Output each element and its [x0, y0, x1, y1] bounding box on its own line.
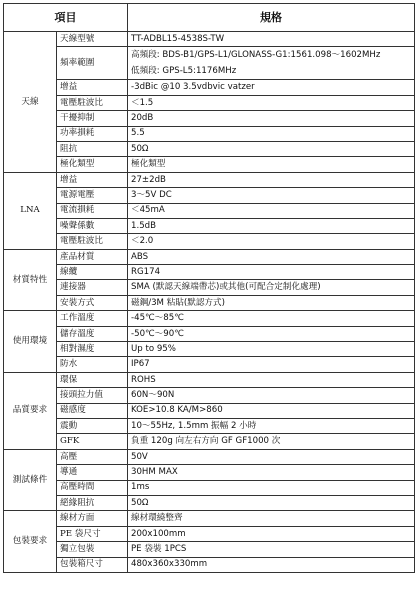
item-label: 線材方面	[57, 511, 128, 526]
table-row	[4, 172, 415, 187]
spec-value: 50V	[128, 449, 415, 464]
item-label: 安裝方式	[57, 295, 128, 310]
spec-value: -50℃～90℃	[128, 326, 415, 341]
spec-table	[3, 3, 415, 573]
item-label: 頻率範圍	[57, 47, 128, 80]
category-cell: 包裝要求	[4, 511, 57, 573]
table-row	[4, 203, 415, 218]
spec-value: 60N～90N	[128, 388, 415, 403]
table-row	[4, 372, 415, 387]
item-label: 極化類型	[57, 157, 128, 172]
item-label: 電流損耗	[57, 203, 128, 218]
spec-value: 30HM MAX	[128, 465, 415, 480]
spec-value: SMA (默認天線端帶芯)或其他(可配合定制化處理)	[128, 280, 415, 295]
spec-value: 200x100mm	[128, 526, 415, 541]
spec-value: 480x360x330mm	[128, 557, 415, 572]
item-label: 包裝箱尺寸	[57, 557, 128, 572]
table-row	[4, 388, 415, 403]
item-label: 噪聲係數	[57, 218, 128, 233]
table-row	[4, 526, 415, 541]
item-label: 導通	[57, 465, 128, 480]
item-label: GFK	[57, 434, 128, 449]
spec-value: 10～55Hz, 1.5mm 振幅 2 小時	[128, 418, 415, 433]
item-label: 環保	[57, 372, 128, 387]
spec-value	[128, 47, 415, 80]
table-row	[4, 157, 415, 172]
spec-value-line: 高頻段: BDS-B1/GPS-L1/GLONASS-G1:1561.098～1602MHz	[131, 50, 381, 61]
table-row	[4, 511, 415, 526]
item-label: 儲存溫度	[57, 326, 128, 341]
item-label: 電壓駐波比	[57, 234, 128, 249]
spec-value: 1ms	[128, 480, 415, 495]
spec-value: RG174	[128, 265, 415, 280]
table-row	[4, 141, 415, 156]
spec-value: 1.5dB	[128, 218, 415, 233]
table-row	[4, 449, 415, 464]
spec-value: ＜1.5	[128, 95, 415, 110]
table-row	[4, 434, 415, 449]
item-label: 天線型號	[57, 32, 128, 47]
spec-value: -3dBic @10 3.5vdbvic vatzer	[128, 80, 415, 95]
table-row	[4, 218, 415, 233]
category-cell: 品質要求	[4, 372, 57, 449]
table-row	[4, 403, 415, 418]
table-row	[4, 418, 415, 433]
spec-body	[4, 32, 415, 573]
item-label: 功率損耗	[57, 126, 128, 141]
item-label: 獨立包裝	[57, 542, 128, 557]
table-row	[4, 557, 415, 572]
header-item: 項目	[4, 4, 128, 32]
item-label: 電壓駐波比	[57, 95, 128, 110]
table-row	[4, 249, 415, 264]
table-row	[4, 280, 415, 295]
table-row	[4, 342, 415, 357]
category-cell: 材質特性	[4, 249, 57, 311]
table-row	[4, 480, 415, 495]
spec-value: PE 袋裝 1PCS	[128, 542, 415, 557]
item-label: 增益	[57, 80, 128, 95]
item-label: 震動	[57, 418, 128, 433]
table-row	[4, 542, 415, 557]
spec-value: 3～5V DC	[128, 188, 415, 203]
spec-value: IP67	[128, 357, 415, 372]
item-label: 工作溫度	[57, 311, 128, 326]
table-row	[4, 357, 415, 372]
spec-value: 5.5	[128, 126, 415, 141]
spec-value: ＜45mA	[128, 203, 415, 218]
spec-value: ROHS	[128, 372, 415, 387]
category-cell: 使用環境	[4, 311, 57, 373]
item-label: 接頭拉力值	[57, 388, 128, 403]
table-row	[4, 265, 415, 280]
spec-value: 負重 120g 向左右方向 GF GF1000 次	[128, 434, 415, 449]
spec-value: 極化類型	[128, 157, 415, 172]
table-row	[4, 95, 415, 110]
item-label: 磁感度	[57, 403, 128, 418]
spec-value: ＜2.0	[128, 234, 415, 249]
spec-value: 50Ω	[128, 141, 415, 156]
item-label: 阻抗	[57, 141, 128, 156]
header-row	[4, 4, 415, 32]
spec-value: TT-ADBL15-4538S-TW	[128, 32, 415, 47]
table-row	[4, 188, 415, 203]
spec-value: ABS	[128, 249, 415, 264]
item-label: 絕緣阻抗	[57, 495, 128, 510]
table-row	[4, 234, 415, 249]
table-row	[4, 47, 415, 80]
spec-value: 線材環繞整齊	[128, 511, 415, 526]
item-label: 防水	[57, 357, 128, 372]
item-label: 干擾抑制	[57, 111, 128, 126]
item-label: 相對濕度	[57, 342, 128, 357]
category-cell: LNA	[4, 172, 57, 249]
table-row	[4, 311, 415, 326]
spec-value: KOE>10.8 KA/M>860	[128, 403, 415, 418]
table-row	[4, 126, 415, 141]
spec-value: 27±2dB	[128, 172, 415, 187]
spec-value: 20dB	[128, 111, 415, 126]
item-label: 連接器	[57, 280, 128, 295]
item-label: PE 袋尺寸	[57, 526, 128, 541]
table-row	[4, 32, 415, 47]
category-cell: 天線	[4, 32, 57, 173]
table-row	[4, 80, 415, 95]
spec-value: 50Ω	[128, 495, 415, 510]
table-row	[4, 111, 415, 126]
spec-value-line: 低頻段: GPS-L5:1176MHz	[131, 66, 237, 77]
category-cell: 測試條件	[4, 449, 57, 511]
spec-value: 磁鋼/3M 粘貼(默認方式)	[128, 295, 415, 310]
table-row	[4, 295, 415, 310]
item-label: 增益	[57, 172, 128, 187]
item-label: 線纜	[57, 265, 128, 280]
item-label: 高壓	[57, 449, 128, 464]
item-label: 電源電壓	[57, 188, 128, 203]
item-label: 產品材質	[57, 249, 128, 264]
table-row	[4, 326, 415, 341]
item-label: 高壓時間	[57, 480, 128, 495]
table-row	[4, 465, 415, 480]
spec-value: -45℃～85℃	[128, 311, 415, 326]
header-spec: 規格	[128, 4, 415, 32]
table-row	[4, 495, 415, 510]
spec-value: Up to 95%	[128, 342, 415, 357]
